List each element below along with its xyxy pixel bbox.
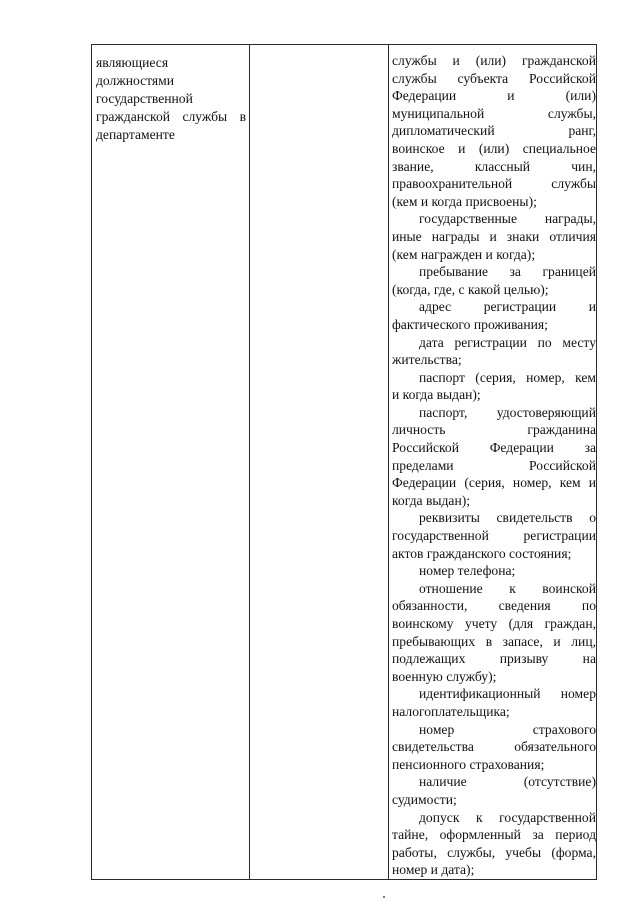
right-text-line: иные награды и знаки отличия [392, 228, 596, 244]
right-text-line: военную службу); [392, 668, 497, 684]
right-text-line: номер и дата); [392, 862, 475, 878]
right-text-line: паспорт, удостоверяющий [419, 404, 596, 420]
data-table [91, 44, 597, 880]
right-text-line: наличие (отсутствие) [419, 774, 596, 790]
right-text-line: службы и (или) гражданской [392, 53, 596, 68]
right-text-line: правоохранительной службы [392, 176, 596, 192]
right-text-line: тайне, оформленный за период [392, 827, 596, 843]
right-text-line: судимости; [392, 791, 457, 807]
right-text-line: обязанности, сведения по [392, 598, 596, 614]
left-text-line: гражданской службы в [96, 109, 246, 124]
right-text-line: Федерации (серия, номер, кем и [392, 475, 596, 491]
right-text-line: идентификационный номер [419, 686, 596, 702]
right-text-line: государственные награды, [419, 211, 596, 227]
right-text-line: пребывание за границей [419, 264, 596, 280]
right-text-line: воинскому учету (для граждан, [392, 616, 596, 631]
right-text-line: (кем награжден и когда); [392, 246, 536, 262]
right-text-line: адрес регистрации и [419, 299, 596, 315]
right-text-line: Российской Федерации за [392, 440, 596, 456]
right-text-line: подлежащих призыву на [392, 651, 596, 667]
right-text-line: номер страхового [419, 721, 596, 737]
right-text-line: личность гражданина [392, 422, 596, 438]
left-text-line: департаменте [96, 127, 175, 142]
right-text-line: работы, службы, учебы (форма, [392, 844, 596, 860]
right-text-line: актов гражданского состояния; [392, 545, 572, 561]
left-text-line: являющиеся [96, 55, 169, 70]
right-text-line: реквизиты свидетельств о [419, 510, 596, 526]
right-text-line: и когда выдан); [392, 387, 481, 403]
left-column-cell [96, 54, 246, 144]
right-text-line: муниципальной службы, [392, 105, 596, 121]
right-text-line: службы субъекта Российской [392, 70, 596, 86]
right-text-line: жительства; [392, 352, 462, 368]
right-text-line: свидетельства обязательного [392, 739, 596, 755]
right-text-line: звание, классный чин, [392, 158, 596, 174]
right-text-line: пределами Российской [392, 457, 596, 473]
left-text-line: государственной [96, 91, 193, 106]
right-text-line: номер телефона; [419, 563, 516, 579]
right-text-line: допуск к государственной [419, 809, 596, 825]
right-text-line: пребывающих в запасе, и лиц, [392, 633, 596, 649]
right-text-line: когда выдан); [392, 492, 471, 508]
column-divider-1 [249, 45, 250, 879]
right-column-cell [392, 52, 596, 879]
right-text-line: отношение к воинской [419, 580, 596, 596]
right-text-line: налогоплательщика; [392, 703, 510, 719]
right-text-line: пенсионного страхования; [392, 756, 545, 772]
right-text-line: паспорт (серия, номер, кем [419, 369, 596, 385]
right-text-line: Федерации и (или) [392, 88, 596, 104]
right-text-line: фактического проживания; [392, 316, 548, 332]
scan-artifact-dot [383, 896, 385, 898]
right-text-line: (когда, где, с какой целью); [392, 281, 549, 297]
right-text-line: дипломатический ранг, [392, 123, 596, 139]
right-text-line: (кем и когда присвоены); [392, 193, 537, 209]
right-text-line: государственной регистрации [392, 528, 596, 544]
right-text-line: дата регистрации по месту [419, 334, 596, 350]
column-divider-2 [388, 45, 389, 879]
right-text-line: воинское и (или) специальное [392, 140, 596, 156]
left-text-line: должностями [96, 73, 175, 88]
